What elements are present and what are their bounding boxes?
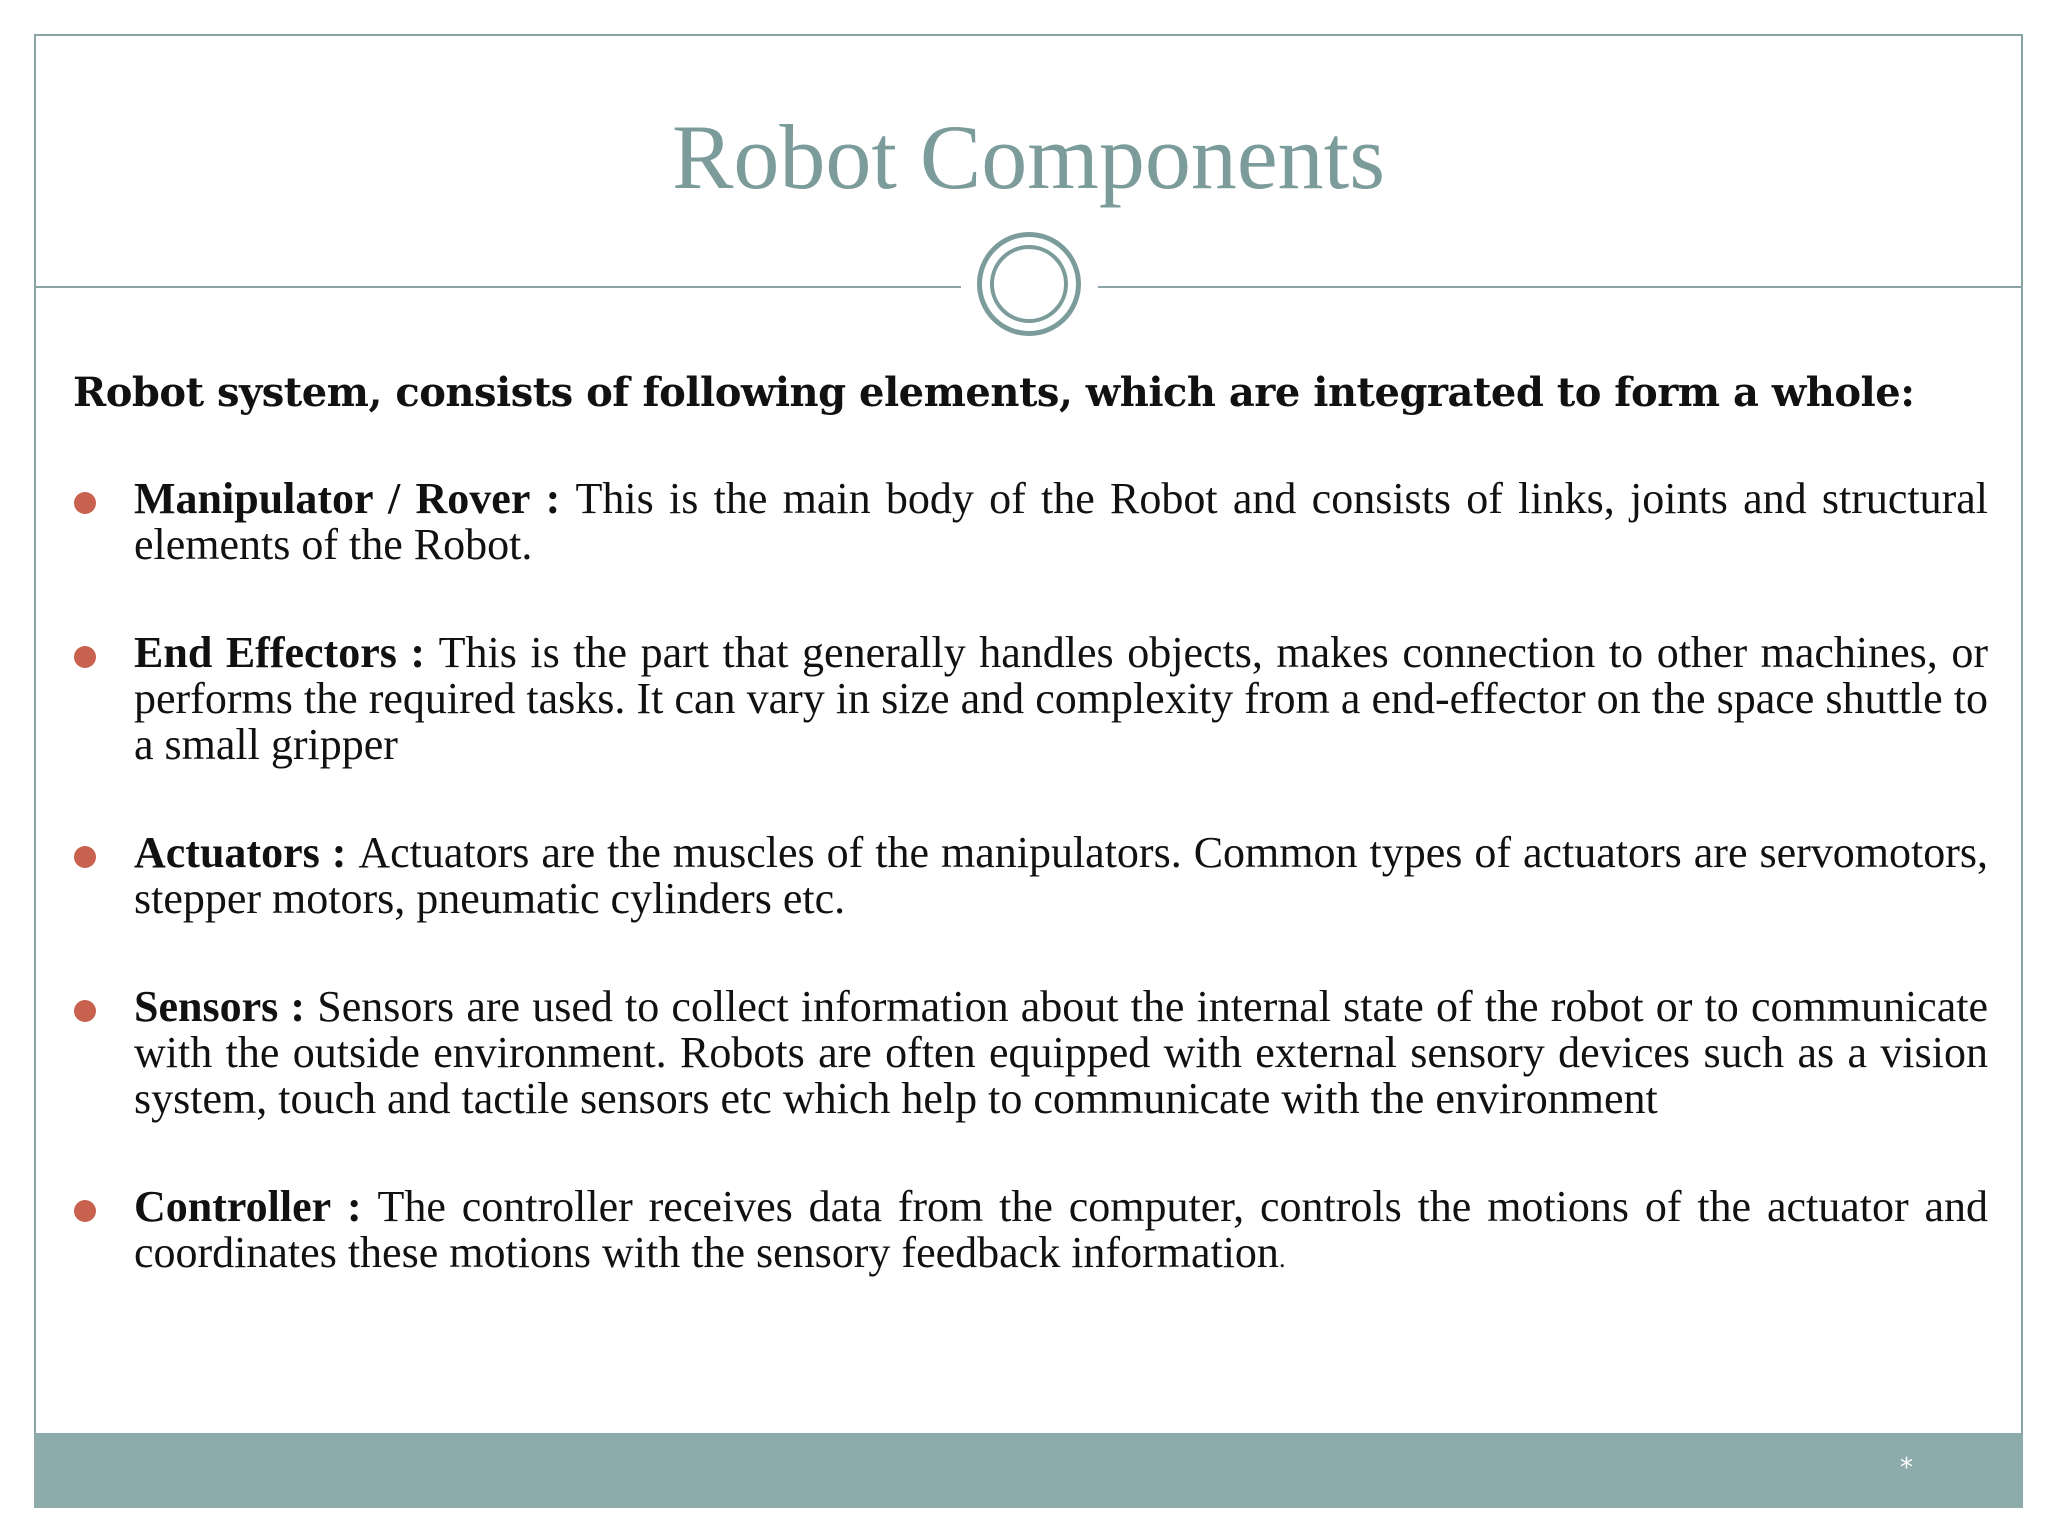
ring-ornament-icon	[977, 232, 1081, 336]
bullet-text: This is the main body of the Robot and consists of links, joints and structural elements of the Robot.	[134, 474, 1989, 569]
bullet-separator: :	[331, 828, 359, 877]
bullet-term: Controller	[134, 1182, 332, 1231]
bullet-text: The controller receives data from the computer, controls the motions of the actuator and coordinates these motions with the sensory feedback information	[134, 1182, 1989, 1277]
slide-title: Robot Components	[671, 106, 1386, 208]
bullet-item-controller	[70, 1184, 1988, 1282]
bullet-dot-icon	[74, 646, 96, 668]
bullet-term: Manipulator / Rover	[134, 474, 531, 523]
intro-text: Robot system, consists of following elements, which are integrated to form a whole:	[73, 369, 1915, 416]
bullet-item-end-effectors	[70, 630, 1988, 768]
bullet-term: Sensors	[134, 982, 279, 1031]
bullet-dot-icon	[74, 846, 96, 868]
bullet-list	[70, 476, 1988, 1344]
bullet-item-actuators	[70, 830, 1988, 922]
footer-mark: *	[1900, 1453, 1913, 1483]
bullet-text: Sensors are used to collect information about the internal state of the robot or to communicate with the outside environment. Robots are often equipped with external sensory devices such as a vision system, touch and tactile sensors etc which help to communicate with the environment	[134, 982, 1988, 1123]
bullet-text: Actuators are the muscles of the manipulators. Common types of actuators are servomotors, stepper motors, pneumatic cylinders etc.	[134, 828, 1989, 923]
bullet-item-manipulator	[70, 476, 1988, 568]
footer-band	[34, 1433, 2023, 1508]
ring-ornament-inner	[990, 245, 1068, 323]
bullet-separator: :	[290, 982, 318, 1031]
title-rule-left	[36, 286, 961, 288]
bullet-separator: :	[347, 1182, 378, 1231]
bullet-term: Actuators	[134, 828, 320, 877]
bullet-separator: :	[545, 474, 576, 523]
bullet-item-sensors	[70, 984, 1988, 1122]
bullet-trailing-period: .	[1278, 1244, 1286, 1273]
bullet-term: End Effectors	[134, 628, 397, 677]
title-rule-right	[1098, 286, 2021, 288]
bullet-text: This is the part that generally handles objects, makes connection to other machines, or performs the required tasks. It can vary in size and complexity from a end-effector on the space shuttle to a small gripper	[134, 628, 1989, 769]
bullet-dot-icon	[74, 1200, 96, 1222]
bullet-dot-icon	[74, 1000, 96, 1022]
bullet-dot-icon	[74, 492, 96, 514]
bullet-separator: :	[410, 628, 439, 677]
